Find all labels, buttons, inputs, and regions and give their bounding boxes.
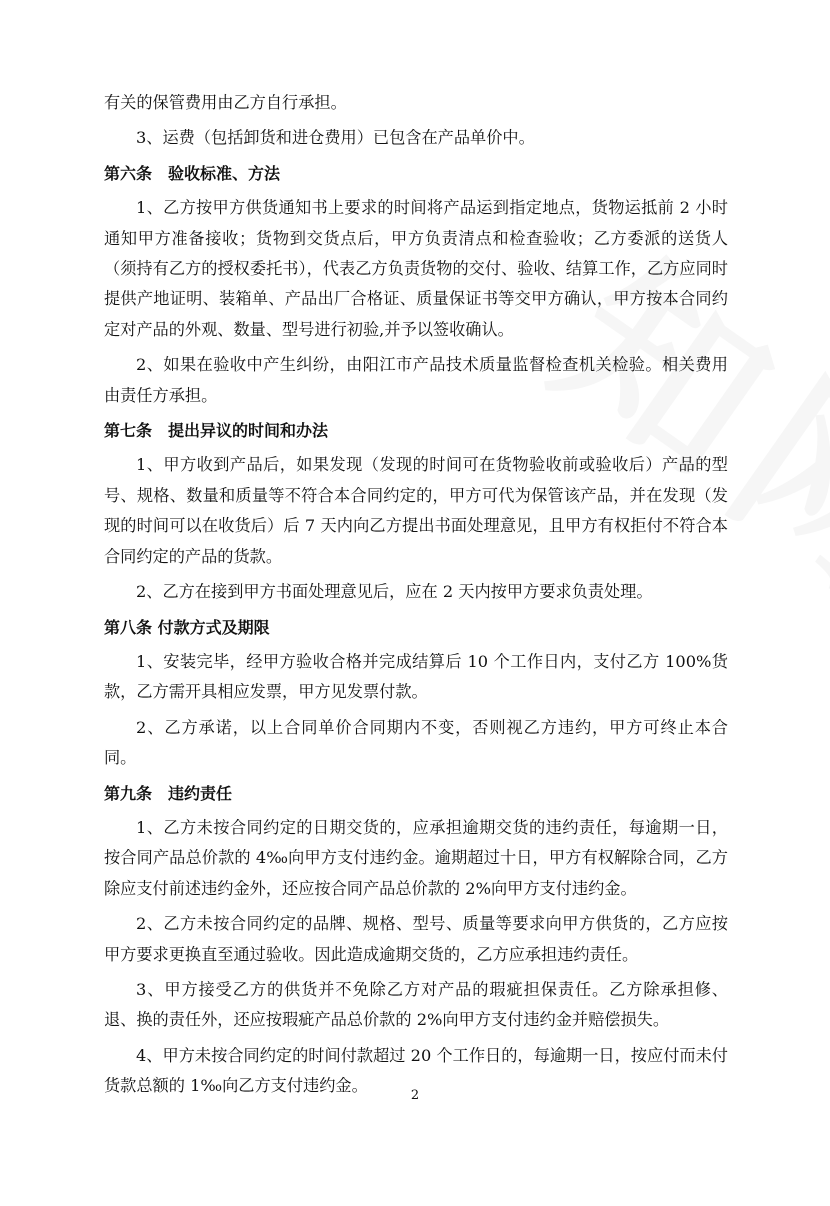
paragraph: 1、乙方未按合同约定的日期交货的，应承担逾期交货的违约责任，每逾期一日，按合同产品总价款的 4‰向甲方支付违约金。逾期超过十日，甲方有权解除合同，乙方除应支付前述违约金外，还应按合同产品总价款的 2%向甲方支付违约金。 — [104, 817, 728, 898]
page-number: 2 — [410, 1088, 420, 1103]
section-heading: 第七条 提出异议的时间和办法 — [104, 421, 329, 441]
paragraph: 1、安装完毕，经甲方验收合格并完成结算后 10 个工作日内，支付乙方 100%货款，乙方需开具相应发票，甲方见发票付款。 — [104, 651, 728, 702]
section-heading: 第六条 验收标准、方法 — [104, 163, 281, 183]
paragraph: 2、乙方承诺，以上合同单价合同期内不变，否则视乙方违约，甲方可终止本合同。 — [104, 717, 728, 768]
paragraph: 有关的保管费用由乙方自行承担。 — [104, 93, 347, 112]
paragraph: 1、乙方按甲方供货通知书上要求的时间将产品运到指定地点，货物运抵前 2 小时通知甲方准备接收；货物到交货点后，甲方负责清点和检查验收；乙方委派的送货人（须持有乙方的授权委托书），代表乙方负责货物的交付、验收、结算工作，乙方应同时提供产地证明、装箱单、产品出厂合格证、质量保证书等交甲方确认，甲方按本合同约定对产品的外观、数量、型号进行初验,并予以签收确认。 — [104, 198, 728, 339]
section-heading: 第八条 付款方式及期限 — [104, 617, 270, 637]
paragraph: 3、运费（包括卸货和进仓费用）已包含在产品单价中。 — [136, 128, 535, 148]
paragraph: 2、乙方在接到甲方书面处理意见后，应在 2 天内按甲方要求负责处理。 — [136, 582, 653, 602]
section-heading: 第九条 违约责任 — [104, 783, 233, 803]
document-body — [104, 88, 728, 1107]
paragraph: 2、如果在验收中产生纠纷，由阳江市产品技术质量监督检查机关检验。相关费用由责任方承担。 — [104, 355, 728, 405]
paragraph: 4、甲方未按合同约定的时间付款超过 20 个工作日的，每逾期一日，按应付而未付货款总额的 1‰向乙方支付违约金。 — [104, 1045, 728, 1096]
paragraph: 3、甲方接受乙方的供货并不免除乙方对产品的瑕疵担保责任。乙方除承担修、退、换的责任外，还应按瑕疵产品总价款的 2%向甲方支付违约金并赔偿损失。 — [104, 979, 728, 1030]
paragraph: 2、乙方未按合同约定的品牌、规格、型号、质量等要求向甲方供货的，乙方应按甲方要求更换直至通过验收。因此造成逾期交货的，乙方应承担违约责任。 — [104, 914, 728, 964]
paragraph: 1、甲方收到产品后，如果发现（发现的时间可在货物验收前或验收后）产品的型号、规格、数量和质量等不符合本合同约定的，甲方可代为保管该产品，并在发现（发现的时间可以在收货后）后 7 天内向乙方提出书面处理意见，且甲方有权拒付不符合本合同约定的产品的货款。 — [104, 455, 728, 566]
